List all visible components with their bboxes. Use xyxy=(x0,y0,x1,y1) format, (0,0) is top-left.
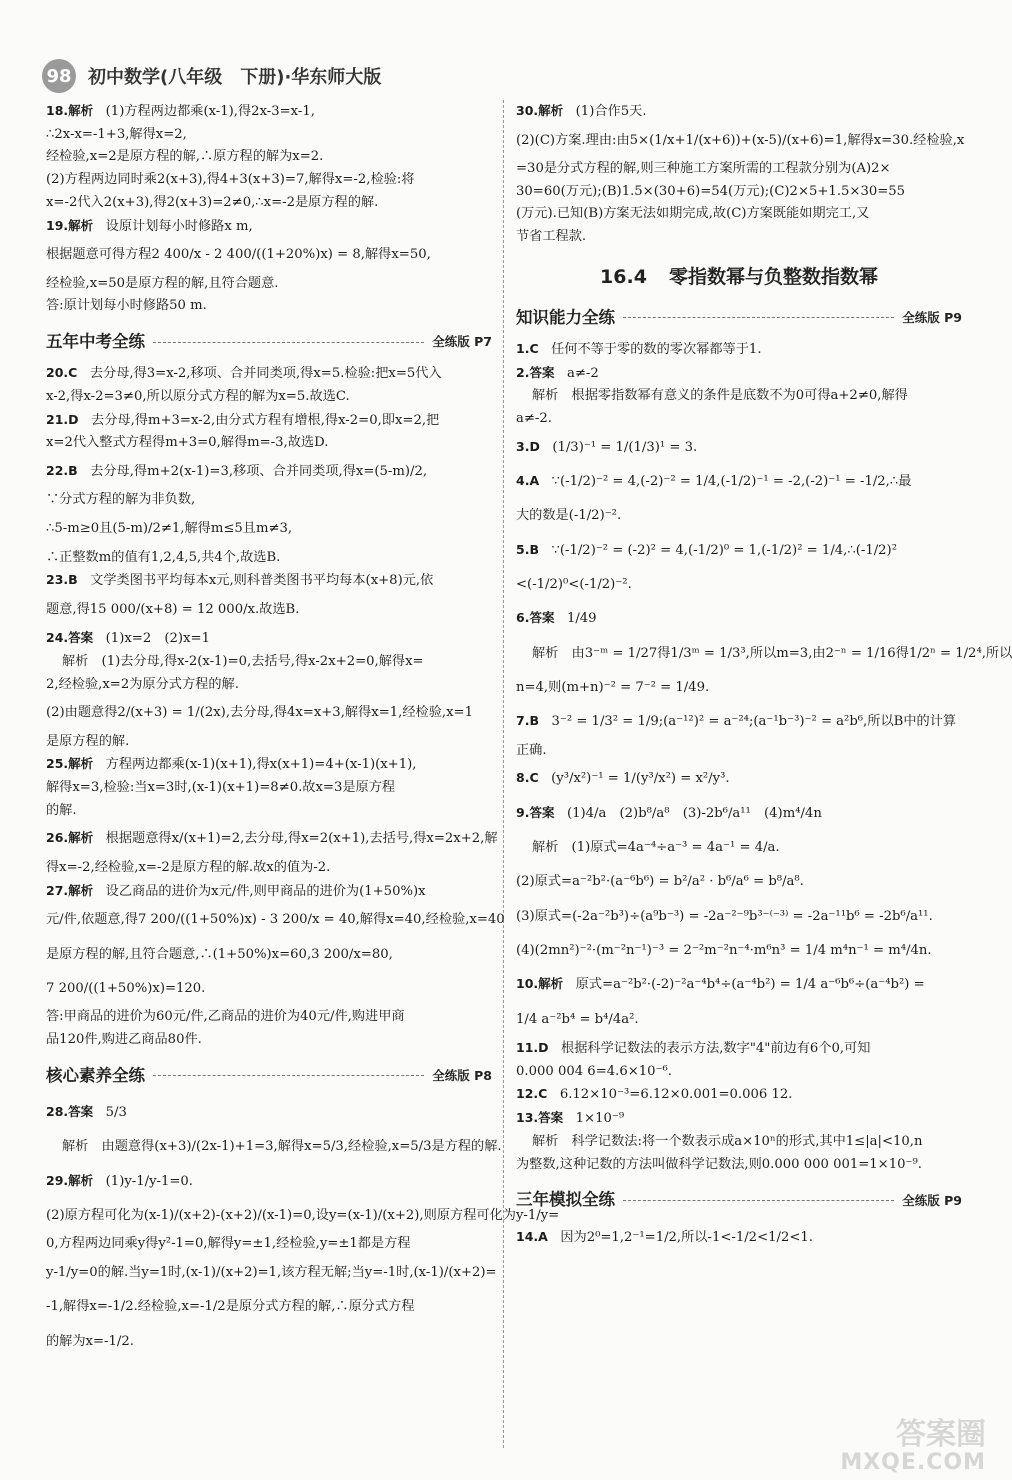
answer-line xyxy=(46,972,492,1006)
answer-line xyxy=(46,777,492,800)
answer-text: x=2代入整式方程得m+3=0,解得m=-3,故选D. xyxy=(46,435,329,451)
question-number: 12.C xyxy=(516,1086,560,1102)
answer-text: =30是分式方程的解,则三种施工方案所需的工程款分别为(A)2× xyxy=(516,161,891,177)
answer-text: 解析 科学记数法:将一个数表示成a×10ⁿ的形式,其中1≤|a|<10,n xyxy=(532,1133,923,1149)
answer-line xyxy=(46,1325,492,1359)
question-number: 9.答案 xyxy=(516,804,567,820)
question-number: 30.解析 xyxy=(516,103,576,118)
section-rule xyxy=(153,342,424,343)
answer-text: 品120件,购进乙商品80件. xyxy=(46,1031,202,1047)
watermark-logo xyxy=(840,1419,986,1474)
section-rule xyxy=(623,317,894,318)
answer-text: (2)(C)方案.理由:由5×(1/x+1/(x+6))+(x-5)/(x+6)=1,解得x=30.经检验,x xyxy=(516,132,965,148)
question-number: 13.答案 xyxy=(516,1110,576,1126)
answer-text: 是原方程的解,且符合题意,∴(1+50%)x=60,3 200/x=80, xyxy=(46,946,393,962)
question-number: 26.解析 xyxy=(46,830,106,846)
question-number: 19.解析 xyxy=(46,217,106,233)
answer-line xyxy=(516,362,962,386)
question-number: 22.B xyxy=(46,463,91,479)
answer-line xyxy=(516,568,962,602)
answer-line xyxy=(46,362,492,386)
answer-line xyxy=(516,534,962,568)
section-tag: 全练版 P8 xyxy=(432,1068,492,1084)
answer-line xyxy=(516,602,962,636)
answer-text: (2)方程两边同时乘2(x+3),得4+3(x+3)=7,解得x=-2,检验:将 xyxy=(46,172,415,188)
answer-line xyxy=(46,938,492,972)
answer-text: 设乙商品的进价为x元/件,则甲商品的进价为(1+50%)x xyxy=(105,883,426,899)
answer-line xyxy=(46,731,492,754)
answer-line xyxy=(46,903,505,937)
answer-line xyxy=(516,934,962,968)
answer-text: 0,方程两边同乘y得y²-1=0,解得y=±1,经检验,y=±1都是方程 xyxy=(46,1236,411,1252)
answer-text: 设原计划每小时修路x m, xyxy=(105,218,253,234)
answer-line xyxy=(46,822,498,856)
answer-text: 根据科学记数法的表示方法,数字"4"前边有6个0,可知 xyxy=(561,1040,871,1056)
answer-line xyxy=(516,1107,962,1131)
answer-line xyxy=(516,671,962,705)
answer-line xyxy=(46,569,492,593)
chapter-title: 零指数幂与负整数指数幂 xyxy=(668,265,878,288)
book-title: 初中数学(八年级 下册)·华东师大版 xyxy=(88,67,382,88)
section-title: 核心素养全练 xyxy=(46,1065,145,1085)
answer-line xyxy=(46,100,492,124)
answer-text: ∴正整数m的值有1,2,4,5,共4个,故选B. xyxy=(46,549,281,565)
answer-text: a≠-2 xyxy=(566,365,599,381)
question-number: 3.D xyxy=(516,438,553,454)
answer-text: 原式=a⁻²b²·(-2)⁻²a⁻⁴b⁴÷(a⁻⁴b²) = 1/4 a⁻⁶b⁶÷(a⁻⁴b²) = xyxy=(575,977,925,993)
answer-line xyxy=(46,409,492,433)
answer-text: (1)方程两边都乘(x-1),得2x-3=x-1, xyxy=(105,104,315,119)
answer-text: 方程两边都乘(x-1)(x+1),得x(x+1)=4+(x-1)(x+1), xyxy=(105,757,417,773)
answer-line xyxy=(516,1131,962,1154)
answer-text: -1,解得x=-1/2.经检验,x=-1/2是原分式方程的解,∴原分式方程 xyxy=(46,1299,415,1315)
watermark-url: MXQE.COM xyxy=(840,1449,986,1475)
answer-text: 7 200/((1+50%)x)=120. xyxy=(46,980,206,996)
answer-line xyxy=(46,192,492,215)
answer-text: ∵分式方程的解为非负数, xyxy=(46,492,196,508)
answer-text: 任何不等于零的数的零次幂都等于1. xyxy=(551,341,762,357)
answer-text: (1)4/a (2)b⁸/a⁸ (3)-2b⁶/a¹¹ (4)m⁴/4n xyxy=(566,805,822,821)
answer-line xyxy=(516,1061,962,1084)
answer-text: 经检验,x=50是原方程的解,且符合题意. xyxy=(46,275,279,291)
answer-text: (y³/x²)⁻¹ = 1/(y³/x²) = x²/y³. xyxy=(551,771,730,787)
answer-text: 为整数,这种记数的方法叫做科学记数法,则0.000 000 001=1×10⁻⁹. xyxy=(516,1156,922,1172)
answer-text: ∵(-1/2)⁻² = (-2)² = 4,(-1/2)⁰ = 1,(-1/2)² = 1/4,∴(-1/2)² xyxy=(551,542,897,558)
answer-text: <(-1/2)⁰<(-1/2)⁻². xyxy=(516,577,632,593)
answer-line xyxy=(46,674,492,697)
question-number: 23.B xyxy=(46,572,91,588)
answer-text: (2)原方程可化为(x-1)/(x+2)-(x+2)/(x-1)=0,设y=(x-1)/(x+2),则原方程可化为y-1/y= xyxy=(46,1207,560,1223)
answer-text: 元/件,依题意,得7 200/((1+50%)x) - 3 200/x = 40,解得x=40,经检验,x=40 xyxy=(46,912,505,928)
answer-line xyxy=(46,651,492,674)
answer-line xyxy=(46,800,492,823)
answer-text: a≠-2. xyxy=(516,411,552,426)
answer-line xyxy=(46,455,492,489)
section-tag: 全练版 P9 xyxy=(902,309,962,325)
answer-text: 解析 (1)去分母,得x-2(x-1)=0,去括号,得x-2x+2=0,解得x= xyxy=(62,653,424,669)
answer-text: 根据题意得x/(x+1)=2,去分母,得x=2(x+1),去括号,得x=2x+2,解 xyxy=(105,831,498,847)
answer-text: 1/49 xyxy=(566,611,597,627)
answer-line xyxy=(516,158,962,181)
answer-line xyxy=(46,238,492,272)
answer-line xyxy=(46,512,492,546)
question-number: 11.D xyxy=(516,1039,562,1055)
answer-line xyxy=(516,124,965,158)
answer-line xyxy=(516,338,962,362)
answer-line xyxy=(46,1290,492,1324)
page-header xyxy=(42,58,381,94)
answer-text: (万元).已知(B)方案无法如期完成,故(C)方案既能如期完工,又 xyxy=(516,206,870,222)
answer-line xyxy=(46,1006,492,1029)
question-number: 20.C xyxy=(46,365,90,381)
answer-text: 是原方程的解. xyxy=(46,733,130,749)
answer-line xyxy=(46,547,492,570)
question-number: 10.解析 xyxy=(516,976,576,992)
question-number: 28.答案 xyxy=(46,1103,106,1119)
answer-text: 答:原计划每小时修路50 m. xyxy=(46,298,207,314)
answer-line xyxy=(46,857,492,880)
answer-text: 去分母,得3=x-2,移项、合并同类项,得x=5.检验:把x=5代入 xyxy=(89,366,442,382)
answer-line xyxy=(46,593,492,627)
answer-text: 解析 根据零指数幂有意义的条件是底数不为0可得a+2≠0,解得 xyxy=(532,388,908,404)
answer-text: 经检验,x=2是原方程的解,∴原方程的解为x=2. xyxy=(46,149,324,165)
answer-line xyxy=(516,408,962,431)
answer-text: 解析 (1)原式=4a⁻⁴÷a⁻³ = 4a⁻¹ = 4/a. xyxy=(532,840,780,856)
question-number: 5.B xyxy=(516,541,552,557)
answer-line xyxy=(46,273,492,296)
answer-line xyxy=(516,865,962,899)
answer-line xyxy=(516,181,962,204)
question-number: 6.答案 xyxy=(516,610,567,626)
chapter-number: 16.4 xyxy=(600,265,647,288)
answer-line xyxy=(516,900,962,934)
answer-text: 因为2⁰=1,2⁻¹=1/2,所以-1<-1/2<1/2<1. xyxy=(560,1229,813,1245)
answer-text: 30=60(万元);(B)1.5×(30+6)=54(万元);(C)2×5+1.5×30=55 xyxy=(516,183,906,199)
answer-text: ∵(-1/2)⁻² = 4,(-2)⁻² = 1/4,(-1/2)⁻¹ = -2,(-2)⁻¹ = -1/2,∴最 xyxy=(551,474,912,490)
answer-line xyxy=(516,762,962,796)
answer-line xyxy=(46,146,492,169)
answer-line xyxy=(516,431,962,465)
answer-text: 0.000 004 6=4.6×10⁻⁶. xyxy=(516,1063,672,1079)
answer-text: 3⁻² = 1/3² = 1/9;(a⁻¹²)² = a⁻²⁴;(a⁻¹b⁻³)⁻² = a²b⁶,所以B中的计算 xyxy=(551,714,957,730)
section-header xyxy=(516,1186,962,1214)
answer-line xyxy=(516,226,962,249)
answer-line xyxy=(46,295,492,318)
column-divider xyxy=(503,100,504,1448)
answer-line xyxy=(516,385,962,408)
answer-line xyxy=(516,100,962,124)
question-number: 1.C xyxy=(516,340,552,356)
question-number: 4.A xyxy=(516,473,552,489)
answer-text: 去分母,得m+2(x-1)=3,移项、合并同类项,得x=(5-m)/2, xyxy=(90,464,428,480)
section-rule xyxy=(153,1075,424,1076)
answer-line xyxy=(516,637,1012,671)
answer-text: (3)原式=(-2a⁻²b³)÷(a⁹b⁻³) = -2a⁻²⁻⁹b³⁻⁽⁻³⁾ = -2a⁻¹¹b⁶ = -2b⁶/a¹¹. xyxy=(516,908,933,924)
answer-text: y-1/y=0的解.当y=1时,(x-1)/(x+2)=1,该方程无解;当y=-1时,(x-1)/(x+2)= xyxy=(46,1265,497,1280)
answer-line xyxy=(516,1037,962,1061)
question-number: 18.解析 xyxy=(46,103,106,118)
answer-text: 去分母,得m+3=x-2,由分式方程有增根,得x-2=0,即x=2,把 xyxy=(91,412,440,428)
answer-line xyxy=(516,797,962,831)
answer-text: 得x=-2,经检验,x=-2是原方程的解.故x的值为-2. xyxy=(46,859,331,875)
answer-text: x-2,得x-2=3≠0,所以原分式方程的解为x=5.故选C. xyxy=(46,389,350,405)
answer-line xyxy=(46,169,492,192)
answer-line xyxy=(46,1256,497,1290)
right-column xyxy=(516,100,1012,1255)
section-header xyxy=(46,1062,492,1090)
answer-line xyxy=(46,432,492,455)
section-tag: 全练版 P7 xyxy=(432,334,492,350)
answer-text: 解析 由3⁻ᵐ = 1/27得1/3ᵐ = 1/3³,所以m=3,由2⁻ⁿ = 1/16得1/2ⁿ = 1/2⁴,所以 xyxy=(532,645,1012,661)
section-rule xyxy=(623,1200,894,1201)
answer-line xyxy=(46,1165,492,1199)
answer-text: ∴2x-x=-1+3,解得x=2, xyxy=(46,126,187,142)
answer-line xyxy=(516,1154,962,1177)
answer-line xyxy=(516,1221,962,1255)
answer-line xyxy=(46,696,492,730)
section-title: 五年中考全练 xyxy=(46,331,145,351)
answer-text: 大的数是(-1/2)⁻². xyxy=(516,508,622,524)
answer-text: 1×10⁻⁹ xyxy=(575,1111,625,1127)
section-title: 知识能力全练 xyxy=(516,307,615,327)
question-number: 14.A xyxy=(516,1228,561,1244)
answer-text: (2)由题意得2/(x+3) = 1/(2x),去分母,得4x=x+3,解得x=1,经检验,x=1 xyxy=(46,705,473,721)
answer-line xyxy=(46,753,492,777)
answer-line xyxy=(516,968,962,1002)
answer-text: (4)(2mn²)⁻²·(m⁻²n⁻¹)⁻³ = 2⁻²m⁻²n⁻⁴·m⁶n³ = 1/4 m⁴n⁻¹ = m⁴/4n. xyxy=(516,943,932,958)
answer-text: x=-2代入2(x+3),得2(x+3)=2≠0,∴x=-2是原方程的解. xyxy=(46,194,379,210)
answer-text: 的解为x=-1/2. xyxy=(46,1333,134,1349)
answer-text: (2)原式=a⁻²b²·(a⁻⁶b⁶) = b²/a² · b⁶/a⁶ = b⁸/a⁸. xyxy=(516,874,804,890)
answer-line xyxy=(46,880,492,904)
answer-line xyxy=(516,831,962,865)
answer-text: 2,经检验,x=2为原分式方程的解. xyxy=(46,676,239,692)
question-number: 21.D xyxy=(46,411,92,427)
question-number: 7.B xyxy=(516,713,552,729)
answer-line xyxy=(46,124,492,147)
question-number: 29.解析 xyxy=(46,1172,106,1188)
answer-line xyxy=(46,1199,560,1233)
answer-text: 1/4 a⁻²b⁴ = b⁴/4a². xyxy=(516,1011,639,1027)
watermark-text: 答案圈 xyxy=(896,1417,986,1453)
answer-line xyxy=(516,705,962,739)
answer-line xyxy=(516,203,962,226)
answer-text: ∴5-m≥0且(5-m)/2≠1,解得m≤5且m≠3, xyxy=(46,521,293,537)
answer-line xyxy=(516,465,962,499)
chapter-heading xyxy=(516,261,962,294)
answer-text: (1)y-1/y-1=0. xyxy=(105,1173,194,1189)
question-number: 25.解析 xyxy=(46,756,106,772)
section-tag: 全练版 P9 xyxy=(902,1192,962,1208)
section-title: 三年模拟全练 xyxy=(516,1190,615,1210)
answer-text: 根据题意可得方程2 400/x - 2 400/((1+20%)x) = 8,解得x=50, xyxy=(46,247,431,263)
answer-text: 文学类图书平均每本x元,则科普类图书平均每本(x+8)元,依 xyxy=(90,573,434,589)
answer-line xyxy=(46,1096,492,1130)
question-number: 2.答案 xyxy=(516,364,567,380)
answer-line xyxy=(516,740,962,763)
answer-text: n=4,则(m+n)⁻² = 7⁻² = 1/49. xyxy=(516,680,710,695)
answer-text: 的解. xyxy=(46,802,77,818)
answer-text: 5/3 xyxy=(105,1104,127,1120)
answer-line xyxy=(46,489,492,512)
answer-line xyxy=(46,215,492,239)
answer-text: 题意,得15 000/(x+8) = 12 000/x.故选B. xyxy=(46,601,300,617)
question-number: 8.C xyxy=(516,770,552,786)
answer-text: 解得x=3,检验:当x=3时,(x-1)(x+1)=8≠0.故x=3是原方程 xyxy=(46,780,396,796)
answer-text: 答:甲商品的进价为60元/件,乙商品的进价为40元/件,购进甲商 xyxy=(46,1009,405,1025)
answer-text: 节省工程款. xyxy=(516,229,587,245)
answer-line xyxy=(46,1130,502,1164)
answer-line xyxy=(516,499,962,533)
answer-line xyxy=(516,1083,962,1107)
question-number: 27.解析 xyxy=(46,882,106,898)
answer-text: 6.12×10⁻³=6.12×0.001=0.006 12. xyxy=(559,1087,793,1103)
answer-text: (1)合作5天. xyxy=(575,104,647,119)
answer-text: 解析 由题意得(x+3)/(2x-1)+1=3,解得x=5/3,经检验,x=5/3是方程的解. xyxy=(62,1139,502,1155)
answer-line xyxy=(46,1233,492,1256)
answer-line xyxy=(46,386,492,409)
answer-text: (1/3)⁻¹ = 1/(1/3)¹ = 3. xyxy=(552,439,698,455)
answer-line xyxy=(46,627,492,651)
question-number: 24.答案 xyxy=(46,630,106,646)
answer-text: (1)x=2 (2)x=1 xyxy=(105,631,210,647)
answer-text: 正确. xyxy=(516,742,547,758)
section-header xyxy=(516,304,962,332)
section-header xyxy=(46,328,492,356)
page-number-badge: 98 xyxy=(42,59,76,93)
answer-line xyxy=(516,1003,962,1037)
answer-line xyxy=(46,1029,492,1052)
